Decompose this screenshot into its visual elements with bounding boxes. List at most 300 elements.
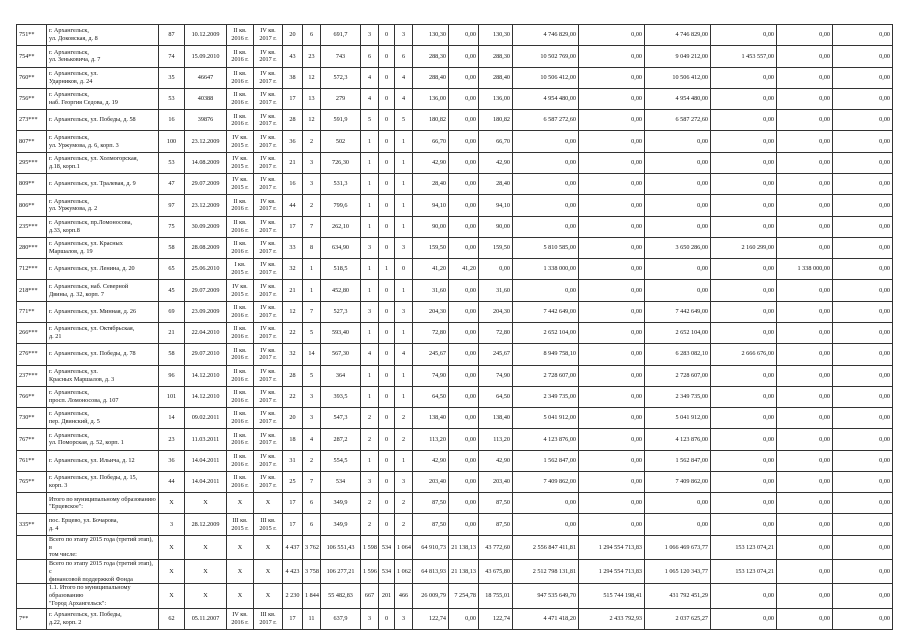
table-cell: 3	[361, 237, 379, 258]
table-cell: 279	[321, 88, 361, 109]
table-cell: 113,20	[413, 429, 449, 450]
table-cell: 534	[379, 560, 395, 584]
table-cell: 288,30	[413, 46, 449, 67]
table-cell: 0,00	[833, 259, 893, 280]
table-cell: 0,00	[513, 195, 579, 216]
table-cell: II кв. 2016 г.	[227, 429, 254, 450]
table-row	[17, 344, 893, 365]
table-cell: 1	[395, 195, 413, 216]
table-cell: 0,00	[579, 429, 645, 450]
table-cell: 18 755,01	[479, 584, 513, 608]
table-cell: 204,30	[413, 301, 449, 322]
table-cell: 17	[283, 514, 303, 535]
table-cell: 33	[283, 237, 303, 258]
table-cell: г. Архангельск, ул. Ленина, д. 20	[47, 259, 159, 280]
table-cell: 0,00	[579, 493, 645, 514]
table-cell: 0,00	[833, 535, 893, 559]
table-cell: 0,00	[479, 259, 513, 280]
table-cell: 0,00	[449, 386, 479, 407]
table-cell: 0,00	[833, 301, 893, 322]
table-cell: 0,00	[449, 216, 479, 237]
table-row	[17, 608, 893, 629]
table-cell: 45	[159, 280, 185, 301]
table-cell: 159,50	[413, 237, 449, 258]
table-cell: 90,00	[479, 216, 513, 237]
table-cell: IV кв. 2017 г.	[254, 344, 283, 365]
table-row	[17, 46, 893, 67]
table-cell: IV кв. 2017 г.	[254, 88, 283, 109]
table-cell: 3	[395, 608, 413, 629]
table-cell: 23	[159, 429, 185, 450]
table-cell: 64,50	[413, 386, 449, 407]
table-cell: 667	[361, 584, 379, 608]
table-row	[17, 514, 893, 535]
table-cell: 0	[379, 386, 395, 407]
table-cell: 4 954 480,00	[645, 88, 711, 109]
table-cell: 28.08.2009	[185, 237, 227, 258]
table-cell: 28.12.2009	[185, 514, 227, 535]
table-cell: II кв. 2016 г.	[227, 88, 254, 109]
table-cell: г. Архангельск, ул. Ударников, д. 24	[47, 67, 159, 88]
table-cell: 0,00	[711, 365, 777, 386]
table-cell: 6	[303, 514, 321, 535]
table-cell: 1 598	[361, 535, 379, 559]
table-cell: 3	[395, 25, 413, 46]
table-cell: 0,00	[513, 493, 579, 514]
table-cell: 5 041 912,00	[645, 408, 711, 429]
table-cell: 8	[303, 237, 321, 258]
table-cell: 6 587 272,60	[513, 110, 579, 131]
table-cell: 4	[395, 67, 413, 88]
table-cell: 3	[303, 386, 321, 407]
table-cell: 466	[395, 584, 413, 608]
table-cell: 201	[379, 584, 395, 608]
table-cell: 1	[395, 450, 413, 471]
table-cell: 0,00	[579, 152, 645, 173]
table-cell: 75	[159, 216, 185, 237]
table-cell: 2	[395, 514, 413, 535]
table-cell: 0,00	[711, 195, 777, 216]
table-cell: 0,00	[777, 173, 833, 194]
table-cell: 0,00	[833, 514, 893, 535]
table-cell: 12	[303, 110, 321, 131]
table-cell: 2 728 607,00	[645, 365, 711, 386]
table-cell: 806**	[17, 195, 47, 216]
table-cell: II кв. 2016 г.	[227, 344, 254, 365]
table-cell: 0,00	[579, 67, 645, 88]
table-cell: II кв. 2016 г.	[227, 386, 254, 407]
table-cell: 1 294 554 713,83	[579, 560, 645, 584]
table-cell: 106 277,21	[321, 560, 361, 584]
table-cell: 14	[303, 344, 321, 365]
table-cell: 0,00	[645, 216, 711, 237]
table-cell: 0,00	[833, 365, 893, 386]
table-cell: 3	[303, 408, 321, 429]
table-cell: 4 746 829,00	[645, 25, 711, 46]
table-cell: IV кв. 2017 г.	[254, 195, 283, 216]
table-cell: 6 283 082,10	[645, 344, 711, 365]
table-cell: 64,50	[479, 386, 513, 407]
table-cell: 44	[283, 195, 303, 216]
table-cell: 25	[283, 471, 303, 492]
table-cell: II кв. 2016 г.	[227, 365, 254, 386]
table-cell: 72,80	[413, 322, 449, 343]
table-cell: 64 813,93	[413, 560, 449, 584]
table-cell: 0,00	[449, 88, 479, 109]
table-cell: 32	[283, 344, 303, 365]
table-cell: 0	[379, 365, 395, 386]
table-cell: 280***	[17, 237, 47, 258]
table-row	[17, 259, 893, 280]
table-cell: 2	[395, 493, 413, 514]
table-cell: 0,00	[579, 173, 645, 194]
table-cell: 23.09.2009	[185, 301, 227, 322]
table-cell: 245,67	[479, 344, 513, 365]
table-cell: 1	[361, 365, 379, 386]
table-cell: 0,00	[833, 131, 893, 152]
table-row	[17, 322, 893, 343]
table-cell: 0,00	[579, 344, 645, 365]
table-cell: 2	[303, 450, 321, 471]
table-cell: г. Архангельск, ул. Победы, д. 58	[47, 110, 159, 131]
table-cell: 1	[303, 280, 321, 301]
table-cell: 743	[321, 46, 361, 67]
table-cell: 1	[395, 280, 413, 301]
table-cell: 113,20	[479, 429, 513, 450]
table-cell: 17	[283, 608, 303, 629]
table-cell: 0,00	[711, 173, 777, 194]
table-cell: 20	[283, 25, 303, 46]
table-cell: X	[227, 535, 254, 559]
table-cell: 0,00	[579, 216, 645, 237]
table-cell: 42,90	[479, 450, 513, 471]
table-cell: 4 471 418,20	[513, 608, 579, 629]
table-cell: 203,40	[479, 471, 513, 492]
table-cell: 1 064	[395, 535, 413, 559]
table-cell: 0	[379, 195, 395, 216]
table-cell: 0,00	[579, 386, 645, 407]
table-cell: IV кв. 2017 г.	[254, 386, 283, 407]
table-cell	[17, 560, 47, 584]
table-cell: 180,82	[413, 110, 449, 131]
table-cell: 0,00	[833, 110, 893, 131]
table-cell: 4	[361, 344, 379, 365]
table-cell: г. Архангельск, пр.Ломоносова, д.33, корп.8	[47, 216, 159, 237]
table-cell: 7 254,78	[449, 584, 479, 608]
table-cell: 6	[395, 46, 413, 67]
table-cell: IV кв. 2015 г.	[227, 131, 254, 152]
table-cell: IV кв. 2017 г.	[254, 67, 283, 88]
table-cell: 0,00	[777, 386, 833, 407]
table-cell: пос. Ерцево, ул. Бочарова, д. 4	[47, 514, 159, 535]
table-cell: 0	[379, 429, 395, 450]
table-cell: 4 423	[283, 560, 303, 584]
table-cell: 122,74	[479, 608, 513, 629]
table-cell: 2	[361, 429, 379, 450]
table-cell: 1 596	[361, 560, 379, 584]
table-cell: 0,00	[579, 450, 645, 471]
table-cell: 20	[283, 408, 303, 429]
table-cell: X	[185, 493, 227, 514]
table-cell: 0,00	[777, 195, 833, 216]
table-cell: г. Архангельск, ул. Зеньковича, д. 7	[47, 46, 159, 67]
table-cell: 3	[395, 471, 413, 492]
table-cell: 4	[361, 67, 379, 88]
table-cell: 1	[395, 131, 413, 152]
table-cell: 3	[395, 237, 413, 258]
table-cell: 159,50	[479, 237, 513, 258]
table-cell: 349,9	[321, 514, 361, 535]
table-cell: 1	[361, 131, 379, 152]
table-cell: 0	[379, 471, 395, 492]
table-cell: 6	[361, 46, 379, 67]
table-cell: 0,00	[833, 493, 893, 514]
table-cell: 1	[361, 195, 379, 216]
table-cell: 3 758	[303, 560, 321, 584]
table-cell: 0,00	[449, 110, 479, 131]
table-cell: 276***	[17, 344, 47, 365]
table-row	[17, 386, 893, 407]
table-cell: 41,20	[449, 259, 479, 280]
table-cell: 39876	[185, 110, 227, 131]
table-cell: 0,00	[449, 280, 479, 301]
table-cell: 0,00	[777, 493, 833, 514]
table-cell: 0,00	[579, 46, 645, 67]
table-cell: 0	[379, 322, 395, 343]
table-cell: 0	[379, 88, 395, 109]
table-cell: 0,00	[833, 584, 893, 608]
table-cell: 0,00	[777, 88, 833, 109]
table-cell: 0,00	[777, 450, 833, 471]
table-cell: IV кв. 2017 г.	[254, 131, 283, 152]
table-cell: 0,00	[579, 322, 645, 343]
table-cell: г. Архангельск, пер. Двинский, д. 5	[47, 408, 159, 429]
table-cell: 0,00	[711, 25, 777, 46]
table-cell: 0,00	[579, 131, 645, 152]
table-cell: 5	[303, 322, 321, 343]
table-cell: 6 587 272,60	[645, 110, 711, 131]
table-cell: 0,00	[513, 152, 579, 173]
table-cell: 28	[283, 110, 303, 131]
table-cell: 4 123 876,00	[645, 429, 711, 450]
table-cell: 4	[303, 429, 321, 450]
table-cell: 17	[283, 493, 303, 514]
table-cell: 0,00	[777, 216, 833, 237]
table-row	[17, 216, 893, 237]
table-cell: X	[227, 584, 254, 608]
table-cell: 2 230	[283, 584, 303, 608]
table-cell: г. Архангельск, ул. Победы, д.22, корп. 2	[47, 608, 159, 629]
table-cell: 0,00	[833, 344, 893, 365]
table-cell: 531,3	[321, 173, 361, 194]
table-cell: 0,00	[579, 365, 645, 386]
table-cell: г. Архангельск, ул. Холмогорская, д.18, корп.1	[47, 152, 159, 173]
table-cell: IV кв. 2017 г.	[254, 237, 283, 258]
table-cell: 0,00	[449, 301, 479, 322]
table-cell: 349,9	[321, 493, 361, 514]
table-cell: 0,00	[579, 514, 645, 535]
table-cell: 0,00	[513, 216, 579, 237]
table-cell: 295***	[17, 152, 47, 173]
table-cell: IV кв. 2017 г.	[254, 322, 283, 343]
table-cell: г. Архангельск, ул. Победы, д. 15, корп. 3	[47, 471, 159, 492]
table-cell: 364	[321, 365, 361, 386]
table-cell: 760**	[17, 67, 47, 88]
table-cell: 23	[303, 46, 321, 67]
table-cell: I кв. 2015 г.	[227, 259, 254, 280]
table-cell: 0,00	[449, 25, 479, 46]
table-cell: 0,00	[645, 152, 711, 173]
table-cell: 40388	[185, 88, 227, 109]
table-cell: 94,10	[413, 195, 449, 216]
table-cell: 0	[379, 493, 395, 514]
table-cell: 554,5	[321, 450, 361, 471]
table-cell: IV кв. 2017 г.	[254, 471, 283, 492]
table-row	[17, 493, 893, 514]
table-cell: 5 810 585,00	[513, 237, 579, 258]
table-cell: 6	[303, 493, 321, 514]
table-cell: 0	[395, 259, 413, 280]
table-cell: 64 910,73	[413, 535, 449, 559]
table-cell: 0	[379, 237, 395, 258]
table-cell: 767**	[17, 429, 47, 450]
table-cell: X	[159, 584, 185, 608]
table-cell: 2 652 104,00	[645, 322, 711, 343]
table-cell: 1	[361, 216, 379, 237]
table-cell: 47	[159, 173, 185, 194]
table-cell: 0,00	[711, 493, 777, 514]
table-cell: 2 728 607,00	[513, 365, 579, 386]
table-cell: 0,00	[833, 152, 893, 173]
table-cell: 21	[159, 322, 185, 343]
table-cell: 41,20	[413, 259, 449, 280]
table-cell: 28,40	[479, 173, 513, 194]
table-cell: 69	[159, 301, 185, 322]
table-cell: 1	[379, 259, 395, 280]
table-cell: 29.07.2009	[185, 173, 227, 194]
table-cell: 05.11.2007	[185, 608, 227, 629]
table-row	[17, 584, 893, 608]
table-cell: 0,00	[449, 450, 479, 471]
table-cell: 0,00	[449, 514, 479, 535]
table-cell: IV кв. 2017 г.	[254, 46, 283, 67]
table-cell: 87,50	[479, 493, 513, 514]
table-cell: 0,00	[449, 608, 479, 629]
table-cell: г. Архангельск, ул. Минная, д. 26	[47, 301, 159, 322]
table-cell: 16	[159, 110, 185, 131]
table-cell: II кв. 2016 г.	[227, 408, 254, 429]
table-cell: 5 041 912,00	[513, 408, 579, 429]
table-cell: 1	[395, 365, 413, 386]
table-cell: 44	[159, 471, 185, 492]
table-cell: 0,00	[711, 110, 777, 131]
table-cell: III кв. 2017 г.	[254, 608, 283, 629]
table-cell: 3	[361, 25, 379, 46]
table-cell: 547,3	[321, 408, 361, 429]
table-cell: 66,70	[479, 131, 513, 152]
table-cell: 2 160 299,00	[711, 237, 777, 258]
table-cell: 0,00	[777, 152, 833, 173]
table-cell: 22	[283, 322, 303, 343]
table-cell: 4 123 876,00	[513, 429, 579, 450]
table-cell: 1 338 000,00	[777, 259, 833, 280]
table-cell: 1	[361, 259, 379, 280]
table-cell: 0,00	[579, 110, 645, 131]
table-cell: 288,40	[413, 67, 449, 88]
table-cell: II кв. 2016 г.	[227, 25, 254, 46]
table-cell: IV кв. 2017 г.	[254, 173, 283, 194]
table-cell: 0,00	[711, 608, 777, 629]
table-cell: 288,40	[479, 67, 513, 88]
table-cell: IV кв. 2017 г.	[254, 365, 283, 386]
table-row	[17, 408, 893, 429]
table-cell: X	[185, 584, 227, 608]
table-cell: 1	[395, 152, 413, 173]
table-cell: 1	[395, 386, 413, 407]
table-cell: 0,00	[711, 280, 777, 301]
table-cell: 0,00	[645, 493, 711, 514]
table-cell: III кв. 2015 г.	[227, 514, 254, 535]
table-cell: 0,00	[777, 301, 833, 322]
table-cell: 38	[283, 67, 303, 88]
table-cell: 18	[283, 429, 303, 450]
table-cell: г. Архангельск, ул. Уржумова, д. 6, корп. 3	[47, 131, 159, 152]
table-cell: 0,00	[711, 471, 777, 492]
table-row	[17, 280, 893, 301]
table-cell: 1	[395, 216, 413, 237]
table-cell: 5	[395, 110, 413, 131]
table-cell: 0,00	[513, 514, 579, 535]
table-cell: 72,80	[479, 322, 513, 343]
table-cell: 1	[395, 173, 413, 194]
table-cell: IV кв. 2017 г.	[254, 429, 283, 450]
table-cell: X	[254, 493, 283, 514]
table-cell: 0	[379, 131, 395, 152]
table-cell: 5	[303, 365, 321, 386]
table-cell: 799,6	[321, 195, 361, 216]
table-cell: 235***	[17, 216, 47, 237]
table-cell: 136,00	[479, 88, 513, 109]
table-cell: 237***	[17, 365, 47, 386]
table-cell: 65	[159, 259, 185, 280]
table-cell: 0,00	[449, 131, 479, 152]
table-cell: 7 442 649,00	[645, 301, 711, 322]
table-cell: 4 954 480,00	[513, 88, 579, 109]
table-cell: 26 009,79	[413, 584, 449, 608]
table-row	[17, 471, 893, 492]
table-row	[17, 429, 893, 450]
table-cell: 1 453 557,00	[711, 46, 777, 67]
table-cell: 1	[361, 152, 379, 173]
table-cell: IV кв. 2017 г.	[254, 216, 283, 237]
table-cell: 42,90	[413, 152, 449, 173]
table-cell: 0,00	[645, 195, 711, 216]
table-row	[17, 131, 893, 152]
table-cell: 0,00	[777, 471, 833, 492]
table-cell: 0,00	[579, 88, 645, 109]
table-cell: 0,00	[579, 408, 645, 429]
table-cell: 17	[283, 88, 303, 109]
table-cell: X	[254, 535, 283, 559]
table-cell: 0,00	[833, 67, 893, 88]
table-cell: 28	[283, 365, 303, 386]
table-cell: 0,00	[711, 429, 777, 450]
table-cell: 4 746 829,00	[513, 25, 579, 46]
table-row	[17, 365, 893, 386]
table-cell: 0,00	[777, 344, 833, 365]
table-cell: 0,00	[711, 67, 777, 88]
table-cell: 0,00	[449, 471, 479, 492]
